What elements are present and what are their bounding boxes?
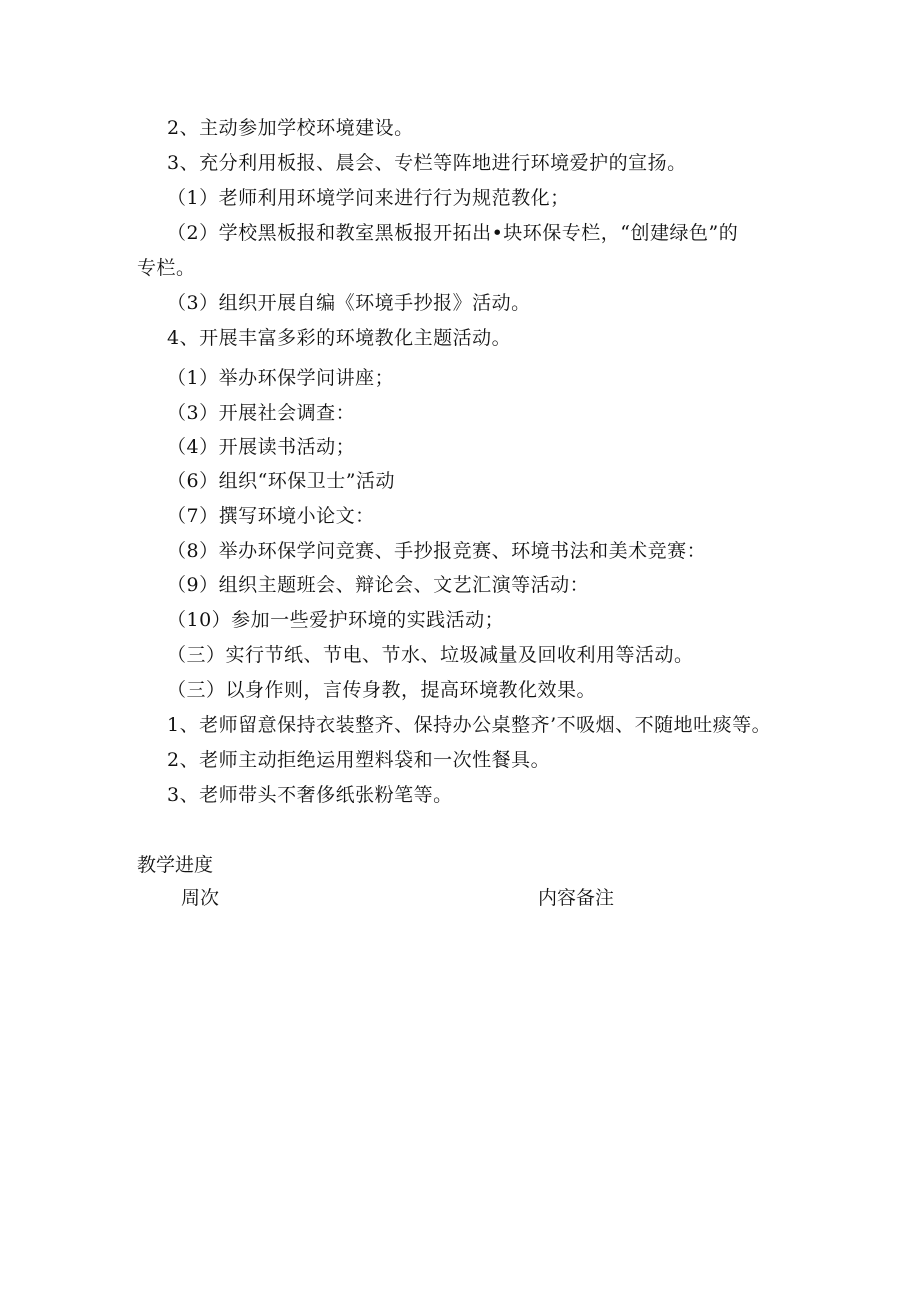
paragraph: 3、老师带头不奢侈纸张粉笔等。 xyxy=(167,784,453,806)
paragraph: 4、开展丰富多彩的环境教化主题活动。 xyxy=(167,327,512,349)
paragraph: （3）组织开展自编《环境手抄报》活动。 xyxy=(167,292,531,314)
schedule-title: 教学进度 xyxy=(137,854,214,876)
paragraph: （8）举办环保学问竞赛、手抄报竞赛、环境书法和美术竞赛： xyxy=(167,540,707,562)
paragraph: 专栏。 xyxy=(137,257,196,279)
paragraph: （1）举办环保学问讲座； xyxy=(167,367,395,389)
column-header-week: 周次 xyxy=(181,887,220,909)
paragraph: （1）老师利用环境学问来进行行为规范教化； xyxy=(167,187,570,209)
paragraph: （6）组织“环保卫士”活动 xyxy=(167,470,396,492)
paragraph: （2）学校黑板报和教室黑板报开拓出•块环保专栏，“创建绿色”的 xyxy=(167,222,739,244)
paragraph: （3）开展社会调查： xyxy=(167,402,356,424)
paragraph: 2、主动参加学校环境建设。 xyxy=(167,117,414,139)
paragraph: （4）开展读书活动； xyxy=(167,436,356,458)
paragraph: （三）实行节纸、节电、节水、垃圾减量及回收利用等活动。 xyxy=(167,644,694,666)
paragraph: （三）以身作则，言传身教，提高环境教化效果。 xyxy=(167,679,597,701)
column-header-content: 内容备注 xyxy=(538,887,615,909)
paragraph: 3、充分利用板报、晨会、专栏等阵地进行环境爱护的宣扬。 xyxy=(167,152,687,174)
paragraph: （10）参加一些爱护环境的实践活动； xyxy=(167,609,505,631)
paragraph: （7）撰写环境小论文： xyxy=(167,505,375,527)
paragraph: （9）组织主题班会、辩论会、文艺汇演等活动： xyxy=(167,574,590,596)
paragraph: 2、老师主动拒绝运用塑料袋和一次性餐具。 xyxy=(167,749,551,771)
paragraph: 1、老师留意保持衣装整齐、保持办公桌整齐’不吸烟、不随地吐痰等。 xyxy=(167,714,772,736)
